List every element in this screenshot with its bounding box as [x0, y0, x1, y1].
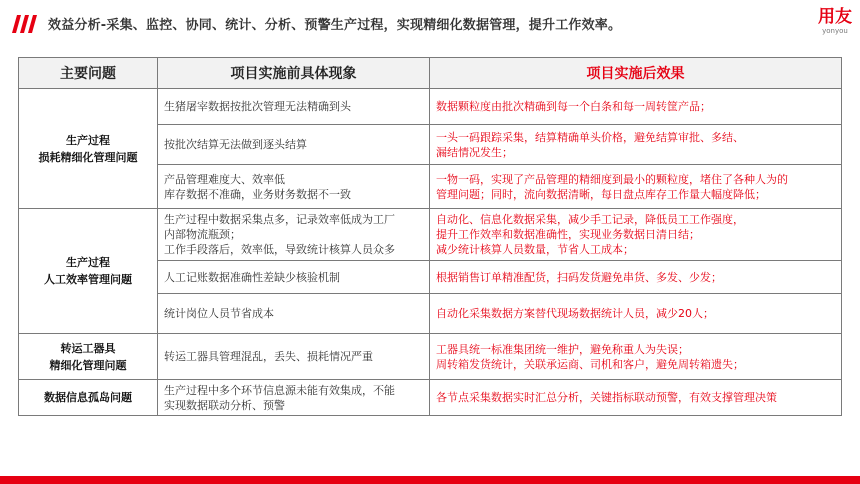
after-text-line: 自动化采集数据方案替代现场数据统计人员，减少20人；: [436, 307, 714, 320]
table-row: [19, 380, 842, 416]
before-text-line: 生产过程中数据采集点多，记录效率低成为工厂: [164, 213, 395, 226]
before-text-line: 工作手段落后，效率低，导致统计核算人员众多: [164, 243, 395, 256]
after-text-line: 提升工作效率和数据准确性，实现业务数据日清日结；: [436, 228, 700, 241]
problem-category-line: 生产过程: [66, 133, 110, 147]
problem-category-cell: [19, 209, 158, 334]
problem-category-line: 转运工器具: [60, 341, 116, 355]
problem-category-line: 损耗精细化管理问题: [38, 150, 138, 164]
footer-bar: [0, 476, 860, 484]
logo-text: 用友: [818, 7, 852, 27]
after-effect-cell: [430, 209, 842, 261]
after-effect-cell: [430, 165, 842, 209]
before-phenomenon-cell: [158, 165, 430, 209]
before-text-line: 产品管理难度大、效率低: [164, 172, 285, 186]
after-text-line: 漏结情况发生；: [436, 145, 513, 159]
problem-category-cell: [19, 380, 158, 416]
table-row: [19, 209, 842, 261]
before-phenomenon-cell: [158, 380, 430, 416]
table-header-row: [19, 58, 842, 89]
before-phenomenon-cell: [158, 334, 430, 380]
after-text-line: 数据颗粒度由批次精确到每一个白条和每一周转筐产品；: [436, 100, 711, 113]
before-phenomenon-cell: [158, 261, 430, 294]
header-problem: 主要问题: [19, 58, 158, 89]
after-effect-cell: [430, 89, 842, 125]
after-text-line: 一物一码，实现了产品管理的精细度到最小的颗粒度，堵住了各种人为的: [436, 172, 788, 186]
problem-category-cell: [19, 89, 158, 209]
table-row: [19, 89, 842, 125]
problem-category-line: 数据信息孤岛问题: [44, 391, 132, 404]
slide-title: 效益分析-采集、监控、协同、统计、分析、预警生产过程，实现精细化数据管理，提升工作效率。: [48, 18, 622, 33]
before-text-line: 生产过程中多个环节信息源未能有效集成，不能: [164, 383, 395, 397]
problem-category-cell: [19, 334, 158, 380]
after-text-line: 工器具统一标准集团统一维护，避免称重人为失误；: [436, 342, 689, 356]
after-text-line: 管理问题；同时，流向数据清晰，每日盘点库存工作量大幅度降低；: [436, 187, 766, 201]
header-before: 项目实施前具体现象: [158, 58, 430, 89]
before-text-line: 内部物流瓶颈；: [164, 228, 241, 241]
problem-category-line: 人工效率管理问题: [44, 273, 132, 286]
after-text-line: 周转箱发货统计，关联承运商、司机和客户，避免周转箱遗失；: [436, 357, 744, 371]
yonyou-logo: [818, 7, 852, 35]
before-phenomenon-cell: [158, 89, 430, 125]
before-text-line: 统计岗位人员节省成本: [164, 307, 274, 320]
after-text-line: 减少统计核算人员数量，节省人工成本；: [436, 243, 634, 256]
table-row: [19, 334, 842, 380]
before-text-line: 生猪屠宰数据按批次管理无法精确到头: [164, 100, 351, 113]
problem-category-line: 生产过程: [66, 256, 110, 269]
before-phenomenon-cell: [158, 125, 430, 165]
after-text-line: 自动化、信息化数据采集，减少手工记录，降低员工工作强度，: [436, 213, 744, 226]
after-text-line: 各节点采集数据实时汇总分析，关键指标联动预警，有效支撑管理决策: [436, 391, 777, 404]
after-effect-cell: [430, 380, 842, 416]
before-phenomenon-cell: [158, 294, 430, 334]
before-text-line: 人工记账数据准确性差缺少核验机制: [164, 270, 340, 284]
before-text-line: 按批次结算无法做到逐头结算: [164, 138, 307, 151]
after-effect-cell: [430, 294, 842, 334]
after-effect-cell: [430, 334, 842, 380]
after-text-line: 根据销售订单精准配货，扫码发货避免串货、多发、少发；: [436, 270, 722, 284]
header-after: 项目实施后效果: [430, 58, 842, 89]
before-phenomenon-cell: [158, 209, 430, 261]
after-effect-cell: [430, 261, 842, 294]
before-text-line: 实现数据联动分析、预警: [164, 398, 285, 412]
slanted-stripes-icon: [8, 15, 42, 33]
before-text-line: 转运工器具管理混乱，丢失、损耗情况严重: [164, 350, 373, 363]
logo-subtext: yonyou: [822, 27, 848, 35]
after-text-line: 一头一码跟踪采集，结算精确单头价格，避免结算审批、多结、: [436, 130, 744, 144]
problem-category-line: 精细化管理问题: [49, 358, 127, 372]
benefit-table: [18, 57, 842, 416]
after-effect-cell: [430, 125, 842, 165]
before-text-line: 库存数据不准确，业务财务数据不一致: [164, 187, 351, 201]
slide-header: [0, 0, 860, 48]
